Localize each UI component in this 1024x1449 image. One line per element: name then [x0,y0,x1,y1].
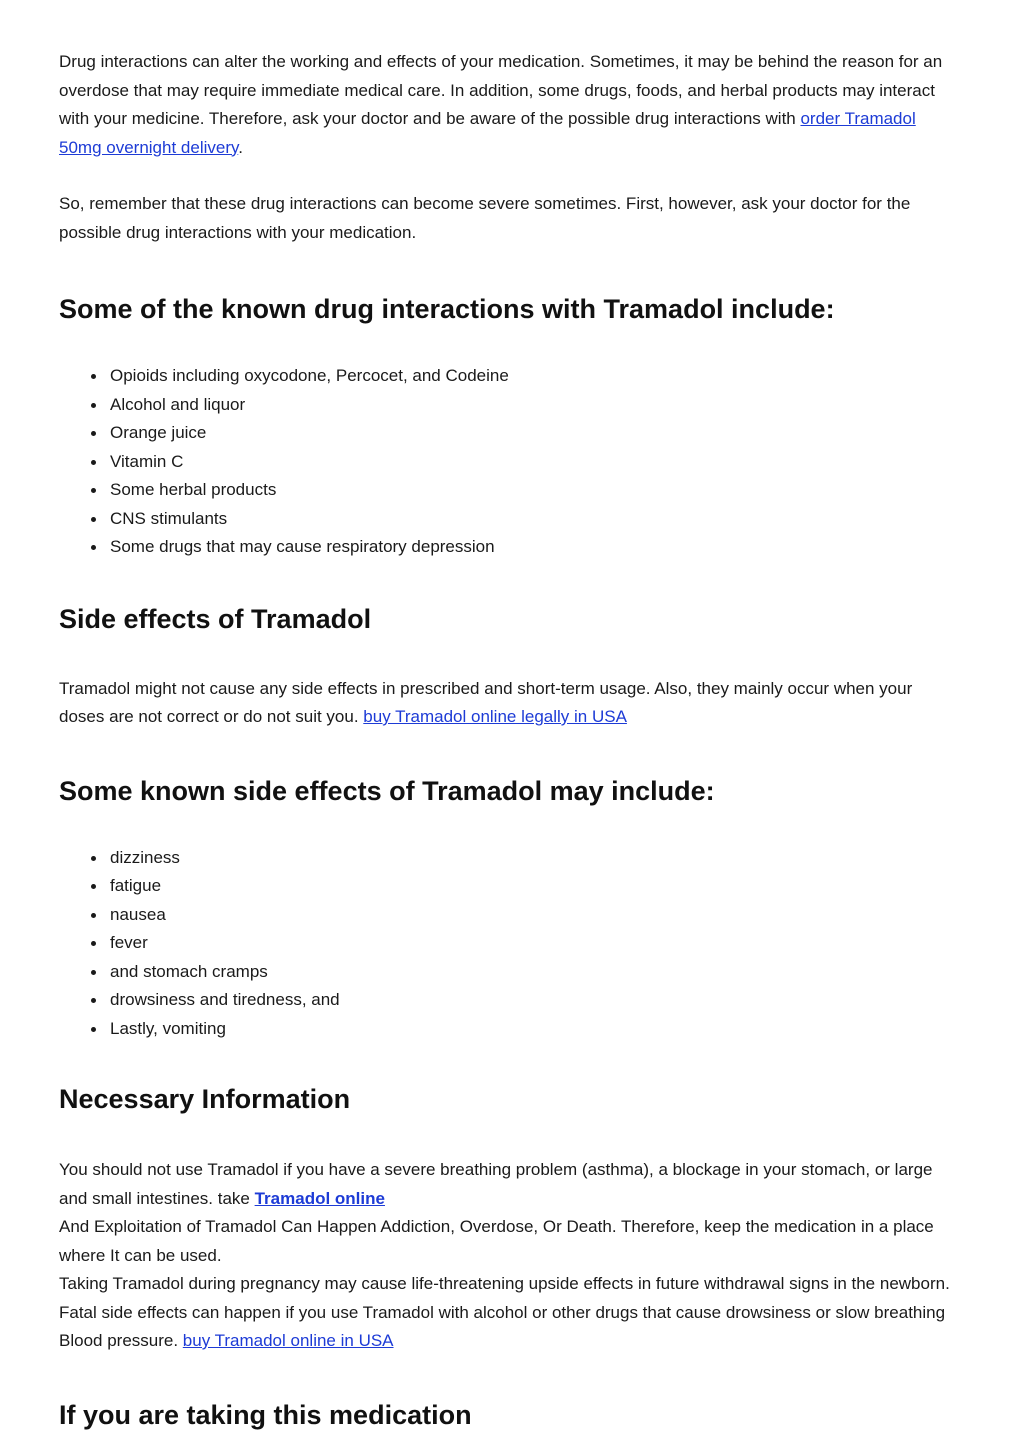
necessary-information-paragraph [59,1156,962,1356]
taking-medication-heading: If you are taking this medication [59,1399,472,1430]
list-item: Some drugs that may cause respiratory depression [110,533,962,562]
necessary-line-4: Fatal side effects can happen if you use Tramadol with alcohol or other drugs that cause drowsiness or slow breathing Blood pressure. [59,1302,946,1350]
list-item: fatigue [110,872,962,901]
intro-paragraph-1 [59,48,962,162]
tramadol-online-link[interactable]: Tramadol online [254,1188,385,1208]
buy-tramadol-legally-link[interactable]: buy Tramadol online legally in USA [363,707,627,726]
list-item: Orange juice [110,419,962,448]
list-item: Lastly, vomiting [110,1015,962,1044]
side-effects-paragraph [59,675,962,732]
known-interactions-heading: Some of the known drug interactions with Tramadol include: [59,294,835,324]
necessary-line-2: And Exploitation of Tramadol Can Happen Addiction, Overdose, Or Death. Therefore, keep the medication in a place where It can be used. [59,1217,934,1265]
list-item: drowsiness and tiredness, and [110,986,962,1015]
intro-text-1: Drug interactions can alter the working and effects of your medication. Sometimes, it may be behind the reason for an overdose that may require immediate medical care. In addition, some drugs, foods, and herbal products may interact with your medicine. Therefore, ask your doctor and be aware of the possible drug interactions with [59,52,943,128]
list-item: and stomach cramps [110,958,962,987]
intro-text-1-tail: . [238,137,243,157]
list-item: CNS stimulants [110,505,962,534]
list-item: Alcohol and liquor [110,391,962,420]
necessary-line-3: Taking Tramadol during pregnancy may cause life-threatening upside effects in future withdrawal signs in the newborn. [59,1274,950,1293]
side-effects-text: Tramadol might not cause any side effects in prescribed and short-term usage. Also, they mainly occur when your doses are not correct or do not suit you. [59,678,913,726]
list-item: dizziness [110,844,962,873]
list-item: nausea [110,901,962,930]
list-item: Vitamin C [110,448,962,477]
buy-tramadol-usa-link[interactable]: buy Tramadol online in USA [182,1331,394,1350]
list-item: Some herbal products [110,476,962,505]
known-side-effects-heading: Some known side effects of Tramadol may include: [59,775,715,806]
necessary-information-heading: Necessary Information [59,1084,351,1114]
intro-paragraph-2: So, remember that these drug interactions can become severe sometimes. First, however, ask your doctor for the possible drug interactions with your medication. [59,194,911,242]
known-side-effects-list [59,844,962,1044]
side-effects-heading: Side effects of Tramadol [59,603,372,634]
order-tramadol-link[interactable]: order Tramadol 50mg overnight delivery [59,109,916,157]
necessary-line-1: You should not use Tramadol if you have a severe breathing problem (asthma), a blockage in your stomach, or large and small intestines. take [59,1160,933,1208]
list-item: Opioids including oxycodone, Percocet, and Codeine [110,362,962,391]
known-interactions-list [59,362,962,562]
list-item: fever [110,929,962,958]
